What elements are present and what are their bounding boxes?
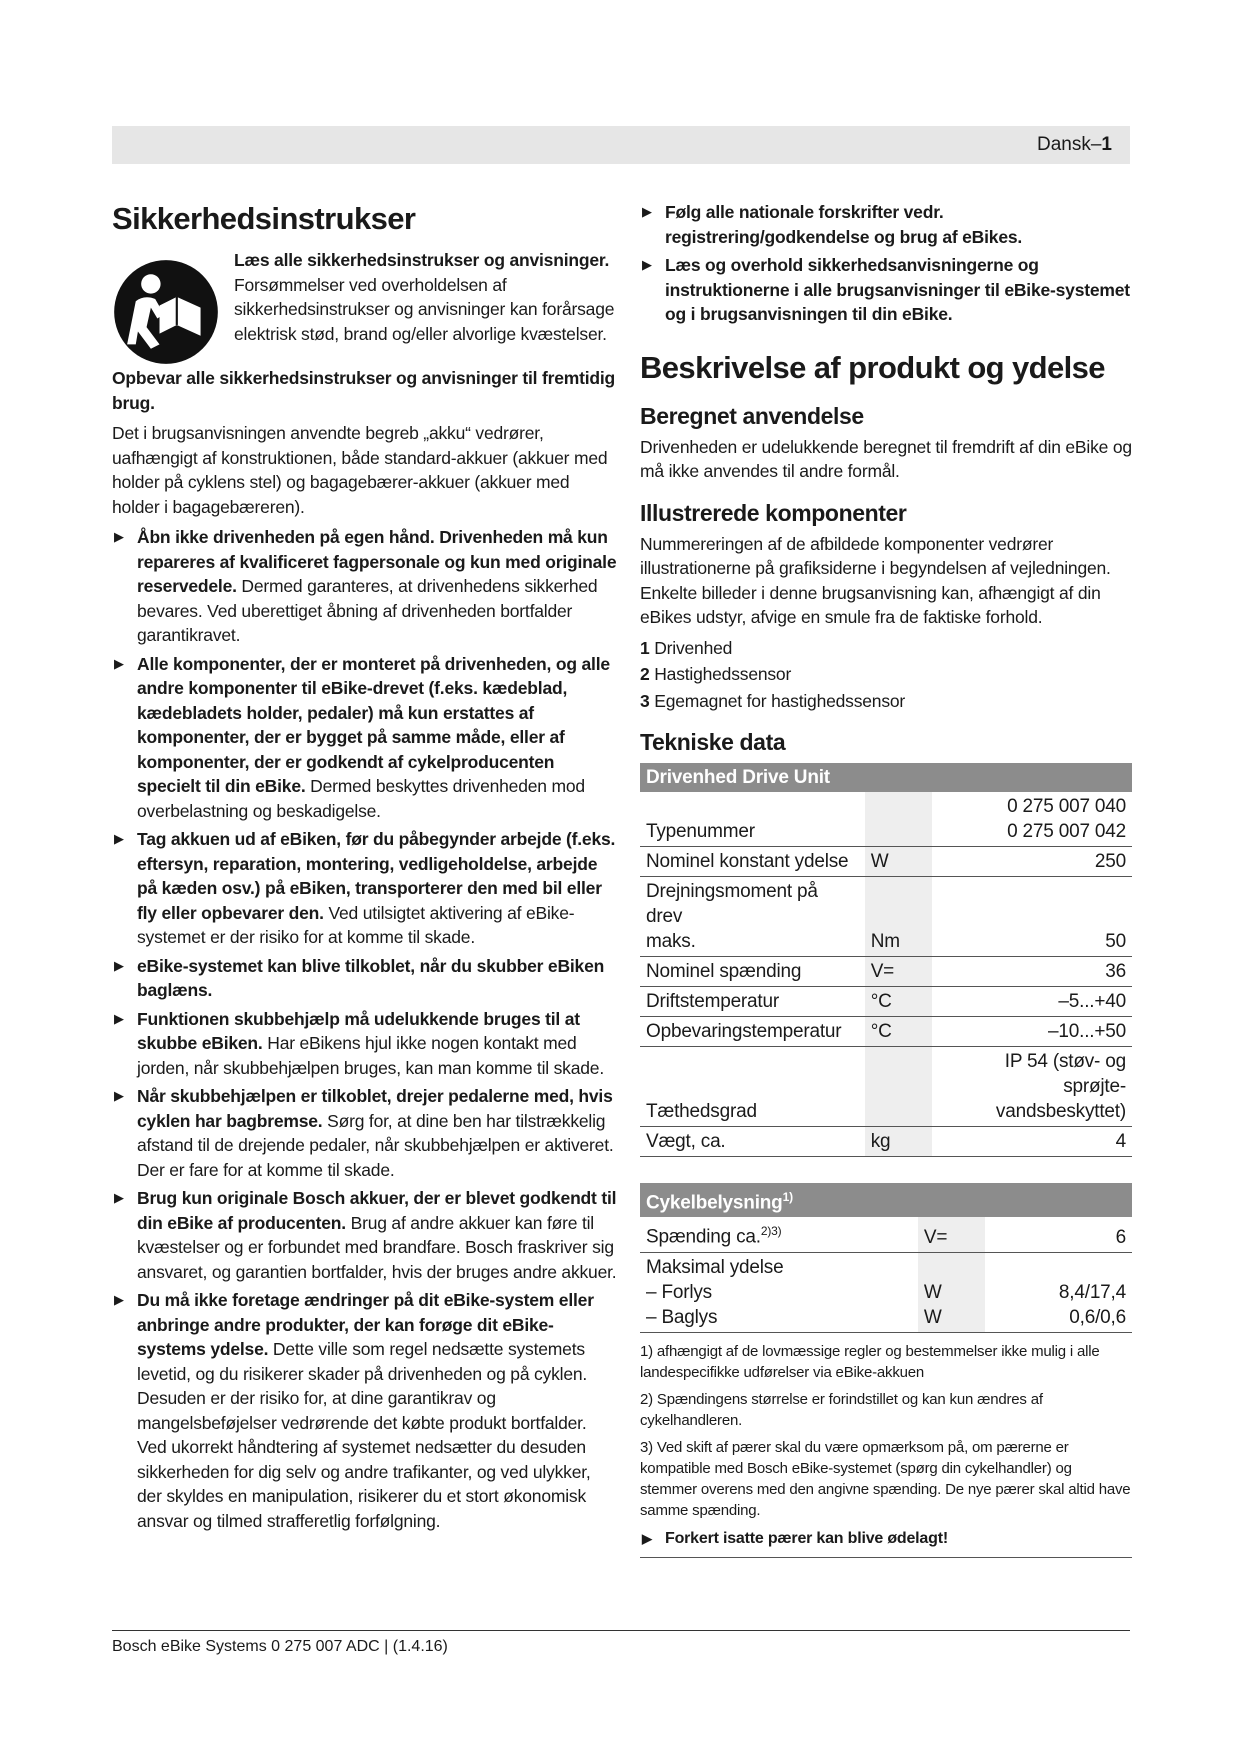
table-row: Vægt, ca. kg 4 <box>640 1127 1132 1157</box>
drive-unit-table <box>640 763 1132 1157</box>
table-row: Maksimal ydelse – Forlys – Baglys W W 8,4/17,4 0,6/0,6 <box>640 1252 1132 1332</box>
language-label: Dansk <box>1036 134 1091 155</box>
intended-use-text: Drivenheden er udelukkende beregnet til fremdrift af din eBike og må ikke anvendes til andre formål. <box>640 436 1132 481</box>
safety-bullet: ▶ Brug kun originale Bosch akkuer, der er blevet godkendt til din eBike af producenten. Brug af andre akkuer kan føre til kvæstelser og er forbundet med brandfare. Bosch fraskriver sig ansvaret, og garantien bortfalder, hvis der bruges andre akkuer. <box>112 1186 617 1284</box>
page-number: 1 <box>1101 134 1112 155</box>
components-list <box>640 636 1132 714</box>
table-row: Spænding ca.$^{2)3)}$ V= 6 <box>640 1217 1132 1252</box>
safety-bullet: ▶ eBike-systemet kan blive tilkoblet, når du skubber eBiken baglæns. <box>112 954 617 1003</box>
safety-bullet: ▶ Læs og overhold sikkerhedsanvisningerne og instruktionerne i alle brugsanvisninger til eBike-systemet og i brugsanvisningen til din eBike. <box>640 253 1132 327</box>
footnotes <box>640 1341 1132 1521</box>
technical-data-heading: Tekniske data <box>640 729 786 755</box>
table-row: Opbevaringstemperatur °C –10...+50 <box>640 1017 1132 1047</box>
table-row: Driftstemperatur °C –5...+40 <box>640 987 1132 1017</box>
safety-bullet: ▶ Alle komponenter, der er monteret på drivenheden, og alle andre komponenter til eBike-drevet (f.eks. kædeblad, kædebladets holder, pedaler) må kun erstattes af komponenter, der er bygget på samme måde, eller af komponenter, der er godkendt af cykelproducenten specielt til din eBike. Dermed beskyttes drivenheden mod overbelastning og beskadigelse. <box>112 652 617 824</box>
keep-instructions: Opbevar alle sikkerhedsinstrukser og anvisninger til fremtidig brug. <box>112 368 616 413</box>
right-column <box>640 200 1132 1562</box>
footnote-2: 2) Spændingens størrelse er forindstillet og kan kun ændres af cykelhandleren. <box>640 1390 1043 1429</box>
safety-bullet: ▶ Når skubbehjælpen er tilkoblet, drejer pedalerne med, hvis cyklen har bagbremse. Sørg for, at dine ben har tilstrækkelig afstand til de drejende pedaler, når skubbehjælpen er aktiveret. Der er fare for at komme til skade. <box>112 1084 617 1182</box>
product-heading: Beskrivelse af produkt og ydelse <box>640 349 1105 385</box>
akku-paragraph: Det i brugsanvisningen anvendte begreb „akku“ vedrører, uafhængigt af konstruktionen, både standard-akkuer (akkuer med holder på cyklens stel) og bagagebærer-akkuer (akkuer med holder i bagagebæreren). <box>112 423 608 517</box>
page-label <box>1037 134 1112 156</box>
footnote-1: 1) afhængigt af de lovmæssige regler og bestemmelser ikke mulig i alle landespecifikke udførelser via eBike-akkuen <box>640 1342 1100 1381</box>
component-item: 1 Drivenhed <box>640 637 733 658</box>
left-column <box>112 200 617 1537</box>
table-row: Typenummer 0 275 007 040 0 275 007 042 <box>640 792 1132 847</box>
footer-rule <box>112 1630 1130 1631</box>
table-row: Nominel konstant ydelse W 250 <box>640 847 1132 877</box>
footnote-3: 3) Ved skift af pærer skal du være opmærksom på, om pærerne er kompatible med Bosch eBike-systemet (spørg din cykelhandler) og stemmer overens med den angivne spænding. De nye pærer skal altid have samme spænding. <box>640 1438 1131 1519</box>
footer-text: Bosch eBike Systems 0 275 007 ADC | (1.4.16) <box>112 1638 448 1655</box>
safety-heading: Sikkerhedsinstrukser <box>112 201 416 236</box>
left-bullet-list <box>112 525 617 1533</box>
safety-bullet: ▶ Åbn ikke drivenheden på egen hånd. Drivenheden må kun repareres af kvalificeret fagpersonale og kun med originale reservedele. Dermed garanteres, at drivenhedens sikkerhed bevares. Ved uberettiget åbning af drivenheden bortfalder garantikravet. <box>112 525 617 648</box>
safety-bullet: ▶ Du må ikke foretage ændringer på dit eBike-system eller anbringe andre produkter, der kan forøge dit eBike-systems ydelse. Dette ville som regel nedsætte systemets levetid, og du risikerer skader på drivenheden og på cyklen. Desuden er der risiko for, at dine garantikrav og mangelsbeføjelser vedrørende det købte produkt bortfalder. Ved ukorrekt håndtering af systemet nedsætter du desuden sikkerheden for dig selv og andre trafikanter, og ved ulykker, der skyldes en manipulation, risikerer du et stort økonomisk ansvar og tilmed strafferetlig forfølgning. <box>112 1288 617 1533</box>
safety-bullet: ▶ Tag akkuen ud af eBiken, før du påbegynder arbejde (f.eks. eftersyn, reparation, montering, vedligeholdelse, arbejde på kæden osv.) på eBiken, transporterer den med bil eller fly eller opbevarer den. Ved utilsigtet aktivering af eBike-systemet er der risiko for at komme til skade. <box>112 827 617 950</box>
table-row: Nominel spænding V= 36 <box>640 957 1132 987</box>
right-bullet-list <box>640 200 1132 327</box>
intended-use-heading: Beregnet anvendelse <box>640 402 864 429</box>
component-item: 3 Egemagnet for hastighedssensor <box>640 690 906 711</box>
intro-block <box>112 248 617 366</box>
header-bar <box>112 126 1130 164</box>
bulb-warning: ▶ Forkert isatte pærer kan blive ødelagt! <box>640 1527 1132 1559</box>
table-row: Drejningsmoment på drev maks. Nm 50 <box>640 877 1132 957</box>
component-item: 2 Hastighedssensor <box>640 664 792 684</box>
read-manual-icon <box>112 258 220 366</box>
lighting-table-header: Cykelbelysning$^{1)}$ <box>640 1183 1132 1217</box>
separator: – <box>1090 134 1102 155</box>
table-row: Tæthedsgrad IP 54 (støv- og sprøjte- vandsbeskyttet) <box>640 1047 1132 1127</box>
components-heading: Illustrerede komponenter <box>640 499 907 526</box>
components-text: Nummereringen af de afbildede komponenter vedrører illustrationerne på grafiksiderne i begyndelsen af vejledningen. Enkelte billeder i denne brugsanvisning kan, afhængigt af din eBikes udstyr, afvige en smule fra de faktiske forhold. <box>640 533 1111 627</box>
safety-bullet: ▶ Funktionen skubbehjælp må udelukkende bruges til at skubbe eBiken. Har eBikens hjul ikke nogen kontakt med jorden, når skubbehjælpen bruges, kan man komme til skade. <box>112 1007 617 1081</box>
safety-bullet: ▶ Følg alle nationale forskrifter vedr. registrering/godkendelse og brug af eBikes. <box>640 200 1132 249</box>
intro-rest: Forsømmelser ved overholdelsen af sikkerhedsinstrukser og anvisninger kan forårsage elektrisk stød, brand og/eller alvorlige kvæstelser. <box>234 274 615 344</box>
drive-unit-table-header: Drivenhed Drive Unit <box>640 763 1132 792</box>
intro-text <box>234 248 617 360</box>
lighting-table <box>640 1183 1132 1333</box>
intro-bold: Læs alle sikkerhedsinstrukser og anvisninger. <box>234 250 610 270</box>
